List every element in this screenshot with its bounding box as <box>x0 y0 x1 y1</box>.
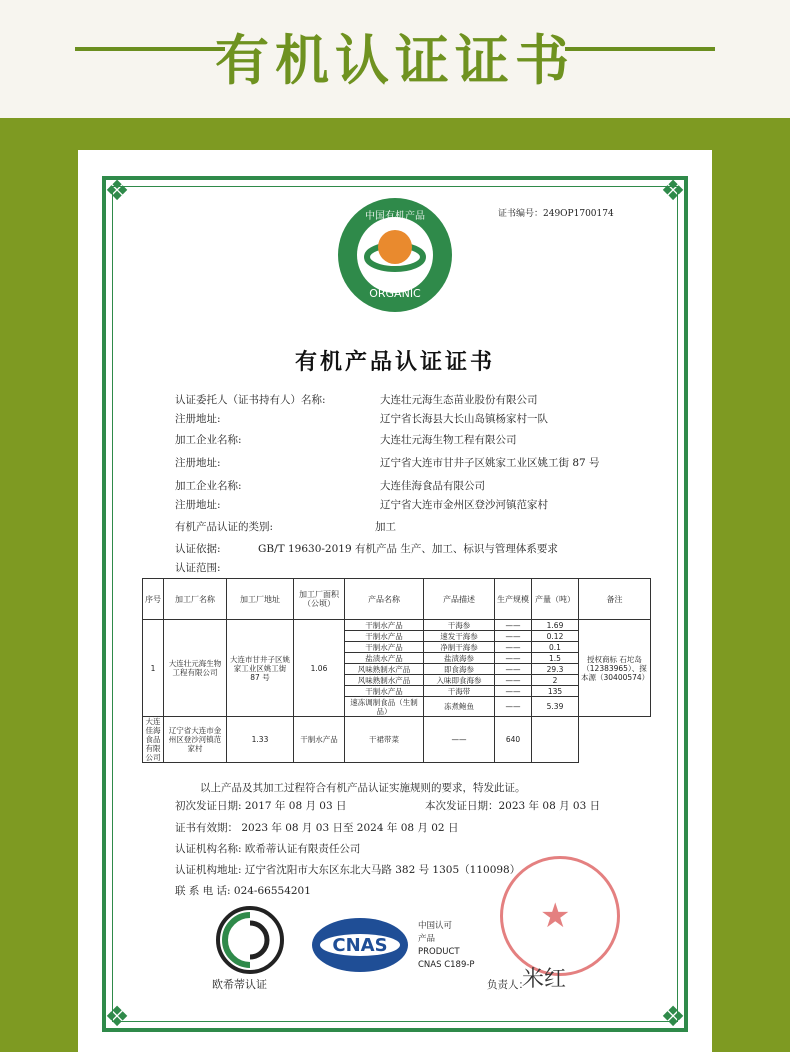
signature: 米红 <box>522 967 567 992</box>
scale-cell: —— <box>495 697 532 717</box>
th-product-name: 产品名称 <box>345 579 424 620</box>
qty-cell: 2 <box>532 675 579 686</box>
cnas-logo-icon <box>310 915 410 975</box>
qty-cell: 1.5 <box>532 653 579 664</box>
product-name-cell: 风味熟制水产品 <box>345 675 424 686</box>
product-desc-cell: 干海参 <box>424 620 495 631</box>
ocia-logo-icon <box>215 905 285 975</box>
validity-period: 证书有效期： 2023 年 08 月 03 日至 2024 年 08 月 02 日 <box>175 822 459 834</box>
product-desc-cell: 入味即食海参 <box>424 675 495 686</box>
scale-cell: —— <box>495 686 532 697</box>
organic-logo-icon <box>335 195 455 315</box>
th-scale: 生产规模 <box>495 579 532 620</box>
field-value: 辽宁省大连市甘井子区姚家工业区姚工街 87 号 <box>380 457 600 469</box>
cnas-info-line: CNAS C189-P <box>418 960 475 970</box>
cert-body-address: 认证机构地址: 辽宁省沈阳市大东区东北大马路 382 号 1305（110098） <box>175 864 521 876</box>
cnas-logo-text: CNAS <box>332 935 388 956</box>
qty-cell: 29.3 <box>532 664 579 675</box>
product-name-cell: 干制水产品 <box>345 686 424 697</box>
scale-cell: —— <box>495 653 532 664</box>
seq-cell: 1 <box>143 620 164 717</box>
factory1-area: 1.06 <box>294 620 345 717</box>
signatory-label: 负责人： <box>487 979 529 991</box>
th-factory-area: 加工厂面积（公顷） <box>294 579 345 620</box>
top-banner <box>0 0 790 118</box>
product-desc-cell: 干裙带菜 <box>345 717 424 763</box>
scale-cell: —— <box>495 620 532 631</box>
field-value: 大连壮元海生态苗业股份有限公司 <box>380 394 538 406</box>
basis-label: 认证依据: <box>175 543 221 555</box>
cnas-info-line: 产品 <box>418 934 436 944</box>
product-desc-cell: 盐渍海参 <box>424 653 495 664</box>
ocia-logo-label: 欧希蒂认证 <box>212 978 267 991</box>
field-value: 辽宁省长海县大长山岛镇杨家村一队 <box>380 413 548 425</box>
product-desc-cell: 冻煮鲍鱼 <box>424 697 495 717</box>
field-label: 认证委托人（证书持有人）名称: <box>175 394 326 406</box>
banner-title: 有机认证证书 <box>215 29 575 92</box>
statement-text: 以上产品及其加工过程符合有机产品认证实施规则的要求，特发此证。 <box>200 782 526 794</box>
table-header-row <box>143 579 651 620</box>
field-label: 加工企业名称: <box>175 434 242 446</box>
product-name-cell: 干制水产品 <box>345 642 424 653</box>
field-label: 注册地址: <box>175 457 221 469</box>
corner-ornament-icon: ❖ <box>104 174 130 207</box>
cnas-info-line: PRODUCT <box>418 947 460 957</box>
seal-star-icon: ★ <box>540 896 571 936</box>
field-label: 加工企业名称: <box>175 480 242 492</box>
certificate-number: 证书编号：249OP1700174 <box>498 209 614 219</box>
qty-cell: 640 <box>495 717 532 763</box>
th-factory-address: 加工厂地址 <box>227 579 294 620</box>
factory1-name: 大连壮元海生物工程有限公司 <box>164 620 227 717</box>
scale-cell: —— <box>495 664 532 675</box>
factory2-name: 大连佳海食品有限公司 <box>143 717 164 763</box>
scale-cell: —— <box>495 642 532 653</box>
product-desc-cell: 即食海参 <box>424 664 495 675</box>
scale-cell: —— <box>424 717 495 763</box>
organic-logo-cn-text: 中国有机产品 <box>365 211 425 222</box>
th-seq: 序号 <box>143 579 164 620</box>
qty-cell: 0.1 <box>532 642 579 653</box>
product-name-cell: 干制水产品 <box>294 717 345 763</box>
scale-cell: —— <box>495 675 532 686</box>
th-qty: 产量（吨） <box>532 579 579 620</box>
cert-body-phone: 联 系 电 话: 024-66554201 <box>175 885 311 897</box>
corner-ornament-icon: ❖ <box>660 174 686 207</box>
product-name-cell: 速冻调制食品（生制品） <box>345 697 424 717</box>
certificate-title: 有机产品认证证书 <box>294 349 495 375</box>
remark-cell: 授权商标 石坨岛（12383965）、探本源（30400574） <box>579 620 651 717</box>
corner-ornament-icon: ❖ <box>104 1000 130 1033</box>
cnas-info <box>418 920 475 972</box>
field-value: 大连佳海食品有限公司 <box>380 480 485 492</box>
product-desc-cell: 速发干海参 <box>424 631 495 642</box>
factory2-area: 1.33 <box>227 717 294 763</box>
th-factory-name: 加工厂名称 <box>164 579 227 620</box>
th-remark: 备注 <box>579 579 651 620</box>
qty-cell: 135 <box>532 686 579 697</box>
qty-cell: 5.39 <box>532 697 579 717</box>
factory2-address: 辽宁省大连市金州区登沙河镇范家村 <box>164 717 227 763</box>
product-desc-cell: 净制干海参 <box>424 642 495 653</box>
product-name-cell: 干制水产品 <box>345 631 424 642</box>
cert-body-name: 认证机构名称: 欧希蒂认证有限责任公司 <box>175 843 361 855</box>
qty-cell: 0.12 <box>532 631 579 642</box>
th-product-desc: 产品描述 <box>424 579 495 620</box>
table-row <box>143 717 651 763</box>
organic-logo-text: ORGANIC <box>369 287 421 300</box>
this-issue-date: 本次发证日期：2023 年 08 月 03 日 <box>425 800 601 812</box>
field-value: 大连壮元海生物工程有限公司 <box>380 434 517 446</box>
qty-cell: 1.69 <box>532 620 579 631</box>
product-desc-cell: 干海带 <box>424 686 495 697</box>
product-name-cell: 风味熟制水产品 <box>345 664 424 675</box>
field-value: 辽宁省大连市金州区登沙河镇范家村 <box>380 499 548 511</box>
corner-ornament-icon: ❖ <box>660 1000 686 1033</box>
scope-label: 认证范围: <box>175 562 221 574</box>
factory1-address: 大连市甘井子区姚家工业区姚工街 87 号 <box>227 620 294 717</box>
remark-cell-empty <box>532 717 579 763</box>
field-label: 注册地址: <box>175 499 221 511</box>
scope-table <box>142 578 651 763</box>
table-row <box>143 620 651 631</box>
field-label: 注册地址: <box>175 413 221 425</box>
scale-cell: —— <box>495 631 532 642</box>
product-name-cell: 盐渍水产品 <box>345 653 424 664</box>
field-value: 加工 <box>375 521 396 533</box>
product-name-cell: 干制水产品 <box>345 620 424 631</box>
first-issue-date: 初次发证日期: 2017 年 08 月 03 日 <box>175 800 347 812</box>
cnas-info-line: 中国认可 <box>418 921 453 931</box>
basis-value: GB/T 19630-2019 有机产品 生产、加工、标识与管理体系要求 <box>258 543 558 555</box>
field-label: 有机产品认证的类别: <box>175 521 274 533</box>
